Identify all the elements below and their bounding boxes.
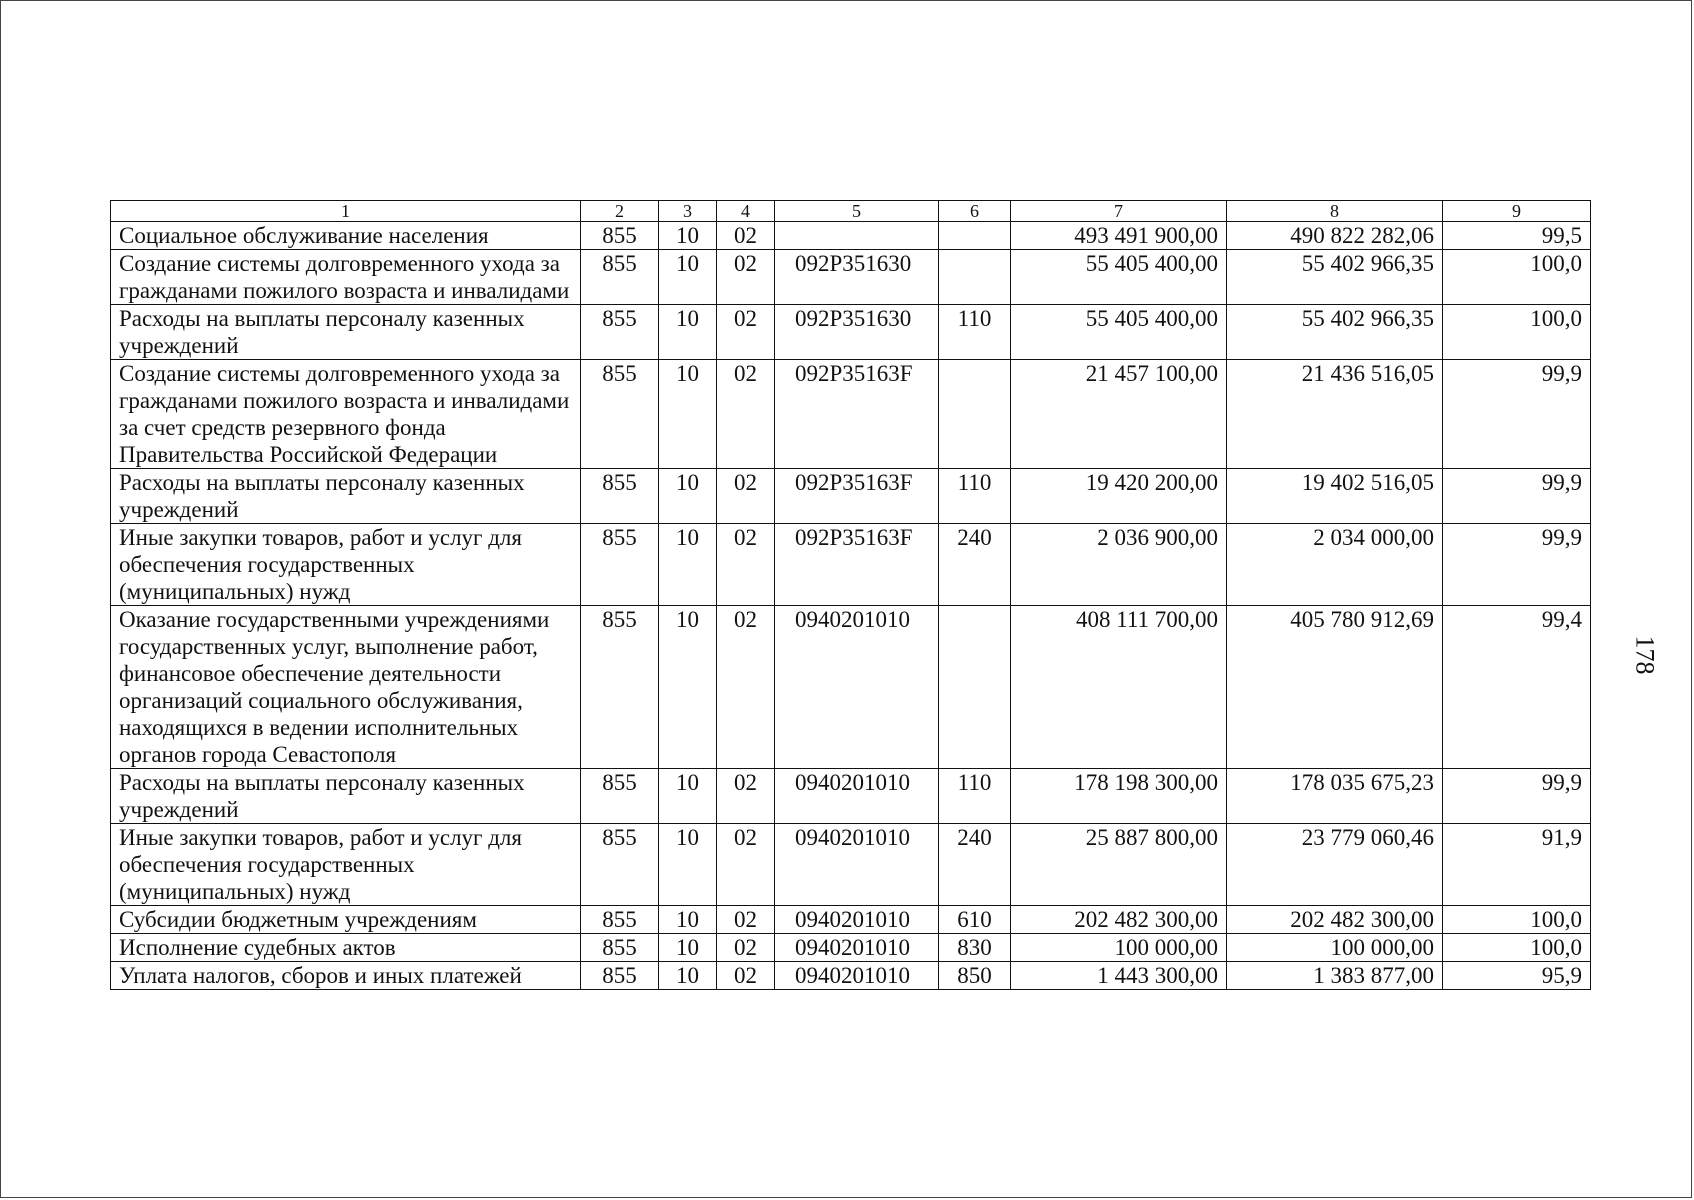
cell-section: 10 — [659, 305, 717, 360]
cell-code-grbs: 855 — [581, 305, 659, 360]
cell-subsection: 02 — [717, 469, 775, 524]
cell-execution-percent: 91,9 — [1443, 824, 1591, 906]
cell-code-grbs: 855 — [581, 962, 659, 990]
cell-expense-type: 240 — [939, 824, 1011, 906]
cell-target-article: 092P351630 — [775, 250, 939, 305]
cell-code-grbs: 855 — [581, 222, 659, 250]
cell-code-grbs: 855 — [581, 824, 659, 906]
cell-code-grbs: 855 — [581, 469, 659, 524]
cell-planned-amount: 100 000,00 — [1011, 934, 1227, 962]
cell-section: 10 — [659, 906, 717, 934]
cell-target-article — [775, 222, 939, 250]
cell-expense-type: 240 — [939, 524, 1011, 606]
cell-planned-amount: 55 405 400,00 — [1011, 250, 1227, 305]
table-row — [111, 305, 1591, 360]
cell-executed-amount: 490 822 282,06 — [1227, 222, 1443, 250]
cell-subsection: 02 — [717, 250, 775, 305]
column-header-7: 7 — [1011, 201, 1227, 222]
table-row — [111, 934, 1591, 962]
cell-item-name: Субсидии бюджетным учреждениям — [111, 906, 581, 934]
cell-section: 10 — [659, 606, 717, 769]
cell-code-grbs: 855 — [581, 906, 659, 934]
cell-expense-type: 110 — [939, 305, 1011, 360]
cell-planned-amount: 25 887 800,00 — [1011, 824, 1227, 906]
cell-target-article: 0940201010 — [775, 824, 939, 906]
cell-execution-percent: 100,0 — [1443, 305, 1591, 360]
cell-item-name: Расходы на выплаты персоналу казенных учреждений — [111, 769, 581, 824]
cell-code-grbs: 855 — [581, 769, 659, 824]
table-row — [111, 962, 1591, 990]
cell-section: 10 — [659, 469, 717, 524]
cell-expense-type: 110 — [939, 769, 1011, 824]
cell-subsection: 02 — [717, 934, 775, 962]
cell-section: 10 — [659, 934, 717, 962]
cell-execution-percent: 99,9 — [1443, 469, 1591, 524]
cell-subsection: 02 — [717, 606, 775, 769]
table-row — [111, 250, 1591, 305]
cell-execution-percent: 95,9 — [1443, 962, 1591, 990]
cell-section: 10 — [659, 360, 717, 469]
table-row — [111, 469, 1591, 524]
cell-code-grbs: 855 — [581, 606, 659, 769]
cell-section: 10 — [659, 824, 717, 906]
cell-item-name: Расходы на выплаты персоналу казенных учреждений — [111, 305, 581, 360]
cell-planned-amount: 55 405 400,00 — [1011, 305, 1227, 360]
cell-execution-percent: 99,9 — [1443, 769, 1591, 824]
cell-expense-type: 110 — [939, 469, 1011, 524]
cell-executed-amount: 100 000,00 — [1227, 934, 1443, 962]
cell-item-name: Расходы на выплаты персоналу казенных учреждений — [111, 469, 581, 524]
cell-section: 10 — [659, 250, 717, 305]
column-header-9: 9 — [1443, 201, 1591, 222]
cell-executed-amount: 405 780 912,69 — [1227, 606, 1443, 769]
cell-item-name: Исполнение судебных актов — [111, 934, 581, 962]
cell-target-article: 0940201010 — [775, 906, 939, 934]
cell-execution-percent: 100,0 — [1443, 906, 1591, 934]
cell-execution-percent: 100,0 — [1443, 250, 1591, 305]
cell-target-article: 092P35163F — [775, 524, 939, 606]
cell-item-name: Оказание государственными учреждениями государственных услуг, выполнение работ, финансовое обеспечение деятельности организаций социального обслуживания, находящихся в ведении исполнительных органов города Севастополя — [111, 606, 581, 769]
cell-execution-percent: 99,4 — [1443, 606, 1591, 769]
cell-executed-amount: 55 402 966,35 — [1227, 305, 1443, 360]
cell-expense-type — [939, 360, 1011, 469]
cell-planned-amount: 21 457 100,00 — [1011, 360, 1227, 469]
cell-expense-type — [939, 606, 1011, 769]
cell-item-name: Создание системы долговременного ухода за гражданами пожилого возраста и инвалидами — [111, 250, 581, 305]
cell-code-grbs: 855 — [581, 524, 659, 606]
table-row — [111, 906, 1591, 934]
cell-executed-amount: 1 383 877,00 — [1227, 962, 1443, 990]
cell-target-article: 0940201010 — [775, 769, 939, 824]
cell-target-article: 092P35163F — [775, 360, 939, 469]
cell-expense-type: 830 — [939, 934, 1011, 962]
cell-code-grbs: 855 — [581, 250, 659, 305]
cell-planned-amount: 19 420 200,00 — [1011, 469, 1227, 524]
cell-section: 10 — [659, 524, 717, 606]
cell-section: 10 — [659, 222, 717, 250]
cell-executed-amount: 178 035 675,23 — [1227, 769, 1443, 824]
cell-expense-type: 610 — [939, 906, 1011, 934]
cell-executed-amount: 23 779 060,46 — [1227, 824, 1443, 906]
cell-target-article: 092P351630 — [775, 305, 939, 360]
cell-executed-amount: 202 482 300,00 — [1227, 906, 1443, 934]
cell-execution-percent: 99,9 — [1443, 524, 1591, 606]
cell-executed-amount: 21 436 516,05 — [1227, 360, 1443, 469]
cell-target-article: 0940201010 — [775, 934, 939, 962]
column-header-1: 1 — [111, 201, 581, 222]
cell-expense-type — [939, 222, 1011, 250]
cell-subsection: 02 — [717, 769, 775, 824]
cell-section: 10 — [659, 962, 717, 990]
cell-subsection: 02 — [717, 962, 775, 990]
cell-subsection: 02 — [717, 305, 775, 360]
table-row — [111, 360, 1591, 469]
cell-item-name: Уплата налогов, сборов и иных платежей — [111, 962, 581, 990]
column-header-5: 5 — [775, 201, 939, 222]
table-row — [111, 524, 1591, 606]
cell-planned-amount: 178 198 300,00 — [1011, 769, 1227, 824]
cell-target-article: 092P35163F — [775, 469, 939, 524]
cell-planned-amount: 2 036 900,00 — [1011, 524, 1227, 606]
cell-expense-type — [939, 250, 1011, 305]
cell-executed-amount: 19 402 516,05 — [1227, 469, 1443, 524]
cell-subsection: 02 — [717, 360, 775, 469]
table-body — [111, 222, 1591, 990]
table-row — [111, 606, 1591, 769]
cell-target-article: 0940201010 — [775, 962, 939, 990]
cell-planned-amount: 1 443 300,00 — [1011, 962, 1227, 990]
cell-subsection: 02 — [717, 524, 775, 606]
cell-planned-amount: 408 111 700,00 — [1011, 606, 1227, 769]
cell-item-name: Социальное обслуживание населения — [111, 222, 581, 250]
cell-subsection: 02 — [717, 824, 775, 906]
budget-table — [110, 200, 1591, 990]
column-header-3: 3 — [659, 201, 717, 222]
table-row — [111, 769, 1591, 824]
cell-planned-amount: 202 482 300,00 — [1011, 906, 1227, 934]
cell-subsection: 02 — [717, 906, 775, 934]
page-number: 178 — [1630, 635, 1660, 675]
cell-expense-type: 850 — [939, 962, 1011, 990]
cell-item-name: Иные закупки товаров, работ и услуг для обеспечения государственных (муниципальных) нужд — [111, 524, 581, 606]
column-header-2: 2 — [581, 201, 659, 222]
cell-target-article: 0940201010 — [775, 606, 939, 769]
cell-executed-amount: 55 402 966,35 — [1227, 250, 1443, 305]
cell-execution-percent: 100,0 — [1443, 934, 1591, 962]
cell-execution-percent: 99,9 — [1443, 360, 1591, 469]
cell-subsection: 02 — [717, 222, 775, 250]
cell-executed-amount: 2 034 000,00 — [1227, 524, 1443, 606]
table-row — [111, 222, 1591, 250]
column-header-8: 8 — [1227, 201, 1443, 222]
cell-code-grbs: 855 — [581, 360, 659, 469]
table-row — [111, 824, 1591, 906]
cell-item-name: Создание системы долговременного ухода за гражданами пожилого возраста и инвалидами за счет средств резервного фонда Правительства Российской Федерации — [111, 360, 581, 469]
cell-code-grbs: 855 — [581, 934, 659, 962]
cell-planned-amount: 493 491 900,00 — [1011, 222, 1227, 250]
cell-item-name: Иные закупки товаров, работ и услуг для обеспечения государственных (муниципальных) нужд — [111, 824, 581, 906]
table-header-row — [111, 201, 1591, 222]
cell-section: 10 — [659, 769, 717, 824]
cell-execution-percent: 99,5 — [1443, 222, 1591, 250]
column-header-6: 6 — [939, 201, 1011, 222]
column-header-4: 4 — [717, 201, 775, 222]
